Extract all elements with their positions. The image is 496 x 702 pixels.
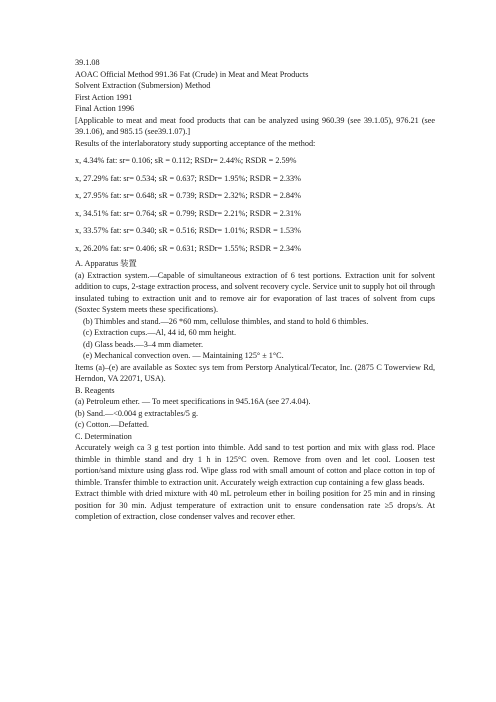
- stat-line: x, 27.95% fat: sr= 0.648; sR = 0.739; RSDr= 2.32%; RSDR = 2.84%: [75, 191, 301, 200]
- reagent-b: (b) Sand.—<0.004 g extractables/5 g.: [75, 408, 199, 418]
- apparatus-d: (d) Glass beads.—3–4 mm diameter.: [83, 339, 204, 349]
- apparatus-c: (c) Extraction cups.—Al, 44 id, 60 mm height.: [83, 328, 237, 337]
- applicability-note: [Applicable to meat and meat food products that can be analyzed using 960.39 (see 39.1.05), 976.21 (see 39.1.06), and 985.15 (see39.1.07).]: [75, 115, 435, 136]
- reagent-a: (a) Petroleum ether. — To meet specifications in 945.16A (see 27.4.04).: [75, 397, 311, 406]
- method-subtitle: Solvent Extraction (Submersion) Method: [75, 81, 211, 90]
- first-action: First Action 1991: [75, 92, 133, 102]
- stat-line: x, 34.51% fat: sr= 0.764; sR = 0.799; RSDr= 2.21%; RSDR = 2.31%: [75, 208, 301, 218]
- determination-paragraph-1: Accurately weigh ca 3 g test portion into thimble. Add sand to test portion and mix with glass rod. Place thimble in thimble stand and dry 1 h in 125°C oven. Remove from oven and let cool. Loosen test portion/sand mixture using glass rod. Wipe glass rod with small amount of cotton and place cotton in top of thimble. Transfer thimble to extraction unit. Accurately weigh extraction cup containing a few glass beads.: [75, 443, 435, 487]
- section-number: 39.1.08: [75, 58, 100, 67]
- results-intro: Results of the interlaboratory study supporting acceptance of the method:: [75, 138, 316, 148]
- method-title: AOAC Official Method 991.36 Fat (Crude) in Meat and Meat Products: [75, 69, 309, 79]
- section-b-heading: B. Reagents: [75, 385, 115, 395]
- apparatus-source-note: Items (a)–(e) are available as Soxtec sys tem from Perstorp Analytical/Tecator, Inc. (2875 C Towerview Rd, Herndon, VA 22071, USA).: [75, 362, 435, 383]
- determination-paragraph-2: Extract thimble with dried mixture with 40 mL petroleum ether in boiling position for 25 min and in rinsing position for 30 min. Adjust temperature of extraction unit to ensure condensation rate ≥5 drops/s. At completion of extraction, close condenser valves and recover ether.: [75, 489, 435, 521]
- stat-line: x, 4.34% fat: sr= 0.106; sR = 0.112; RSDr= 2.44%; RSDR = 2.59%: [75, 156, 297, 165]
- apparatus-a: (a) Extraction system.—Capable of simultaneous extraction of 6 test portions. Extraction unit for solvent addition to cups, 2-stage extraction process, and solvent recovery cycle. Service unit to supply hot oil through insulated tubing to extraction unit and to remove air for evaporation of last traces of solvent from cups (Soxtec System meets these specifications).: [75, 270, 435, 314]
- apparatus-b: (b) Thimbles and stand.—26 *60 mm, cellulose thimbles, and stand to hold 6 thimbles.: [83, 316, 369, 326]
- stat-line: x, 26.20% fat: sr= 0.406; sR = 0.631; RSDr= 1.55%; RSDR = 2.34%: [75, 243, 301, 253]
- section-a-heading: A. Apparatus 装置: [75, 259, 137, 268]
- stat-line: x, 33.57% fat: sr= 0.340; sR = 0.516; RSDr= 1.01%; RSDR = 1.53%: [75, 226, 301, 235]
- stat-line: x, 27.29% fat: sr= 0.534; sR = 0.637; RSDr= 1.95%; RSDR = 2.33%: [75, 173, 301, 183]
- document-page: [75, 57, 435, 523]
- apparatus-e: (e) Mechanical convection oven. — Maintaining 125° ± 1°C.: [83, 351, 284, 360]
- reagent-c: (c) Cotton.—Defatted.: [75, 420, 149, 429]
- section-c-heading: C. Determination: [75, 431, 132, 441]
- final-action: Final Action 1996: [75, 104, 135, 113]
